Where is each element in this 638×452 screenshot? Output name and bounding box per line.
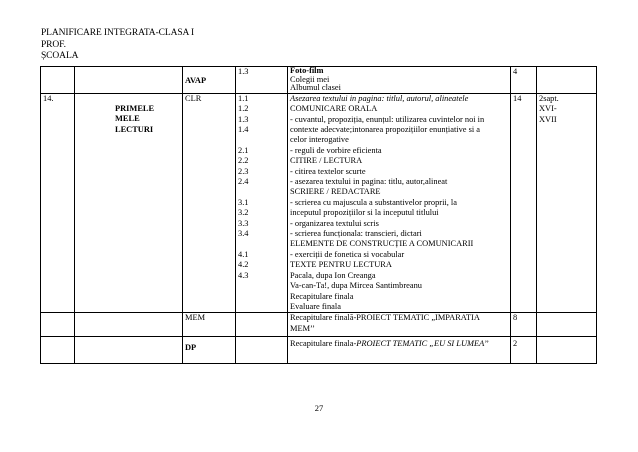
content-line: - asezarea textului in pagina: titlu, autor,alineat bbox=[290, 177, 448, 187]
cell-codes-empty bbox=[236, 313, 288, 337]
content-line: Va-can-Ta!, dupa Mircea Santimbreanu bbox=[290, 281, 422, 291]
cell-hours-clr: 14 bbox=[511, 93, 537, 313]
code-line: 1.3 bbox=[238, 114, 249, 124]
cell-codes-avap bbox=[236, 67, 288, 94]
code-line: 2.4 bbox=[238, 177, 249, 187]
cell-weeks-empty bbox=[537, 337, 597, 364]
content-line: - cuvantul, propoziția, enunțul: utilizarea cuvintelor noi in bbox=[290, 114, 485, 124]
content-line: Recapitulare finală-PROIECT TEMATIC „IMPARATIA bbox=[290, 313, 480, 323]
cell-content-clr bbox=[288, 93, 511, 313]
code-line: 1.2 bbox=[238, 104, 249, 114]
content-line: ELEMENTE DE CONSTRUCȚIE A COMUNICARII bbox=[290, 239, 474, 249]
page-number: 27 bbox=[314, 403, 324, 413]
unit-line: PRIMELE MELE bbox=[115, 103, 155, 124]
content-line: - scrierea funcționala: transcieri, dictari bbox=[290, 229, 422, 239]
content-line: inceputul propozițiilor si la inceputul titlului bbox=[290, 208, 439, 218]
header-title: PLANIFICARE INTEGRATA-CLASA I bbox=[41, 28, 195, 38]
content-line: contexte adecvate;intonarea propozițiilor enunțiative si a bbox=[290, 125, 480, 134]
cell-number-empty bbox=[41, 337, 75, 364]
cell-unit-empty bbox=[75, 67, 183, 94]
content-line: - reguli de vorbire eficienta bbox=[290, 145, 382, 155]
dp-text-prefix: Recapitulare finala- bbox=[290, 339, 357, 349]
cell-unit-title bbox=[75, 93, 183, 313]
code-line: 3.2 bbox=[238, 208, 249, 218]
code-line bbox=[238, 135, 285, 145]
cell-hours-avap: 4 bbox=[511, 67, 537, 94]
cell-area-avap: AVAP bbox=[183, 67, 236, 94]
content-line: Pacala, dupa Ion Creanga bbox=[290, 270, 376, 280]
document-header bbox=[41, 28, 194, 63]
cell-number-empty bbox=[41, 313, 75, 337]
code-line: 1.3 bbox=[238, 67, 249, 76]
content-line: Asezarea textului in pagina: titlul, autorul, alineatele bbox=[290, 93, 469, 103]
content-line bbox=[290, 339, 508, 349]
code-line: 3.4 bbox=[238, 229, 249, 239]
header-school: ȘCOALA bbox=[41, 51, 79, 61]
cell-hours-dp: 2 bbox=[511, 337, 537, 364]
content-line: MEM’’ bbox=[290, 323, 315, 333]
table-row-clr bbox=[41, 93, 597, 313]
cell-codes-clr bbox=[236, 93, 288, 313]
code-line: 4.3 bbox=[238, 270, 249, 280]
code-line: 4.1 bbox=[238, 249, 249, 259]
cell-weeks-clr bbox=[537, 93, 597, 313]
table-row-dp bbox=[41, 337, 597, 364]
content-line: celor interogative bbox=[290, 135, 349, 145]
content-line: Colegii mei bbox=[290, 74, 330, 84]
cell-content-avap bbox=[288, 67, 511, 94]
cell-weeks-empty bbox=[537, 67, 597, 94]
cell-area-mem: MEM bbox=[183, 313, 236, 337]
content-line: Recapitulare finala bbox=[290, 291, 354, 301]
unit-line: LECTURI bbox=[115, 124, 154, 134]
code-line bbox=[238, 187, 285, 197]
content-line: - organizarea textului scris bbox=[290, 218, 379, 228]
content-line: - citirea textelor scurte bbox=[290, 166, 366, 176]
code-line: 1.1 bbox=[238, 93, 249, 103]
code-line: 2.1 bbox=[238, 145, 249, 155]
code-line: 2.3 bbox=[238, 166, 249, 176]
table-row-mem bbox=[41, 313, 597, 337]
cell-codes-empty bbox=[236, 337, 288, 364]
code-line: 3.1 bbox=[238, 197, 249, 207]
cell-content-dp bbox=[288, 337, 511, 364]
cell-content-mem bbox=[288, 313, 511, 337]
cell-weeks-empty bbox=[537, 313, 597, 337]
weeks-line: XVI- bbox=[539, 104, 557, 114]
cell-area-dp: DP bbox=[183, 337, 236, 364]
content-line: SCRIERE / REDACTARE bbox=[290, 187, 381, 197]
cell-number-empty bbox=[41, 67, 75, 94]
cell-area-clr: CLR bbox=[183, 93, 236, 313]
content-line: CITIRE / LECTURA bbox=[290, 156, 363, 166]
content-line: - scrierea cu majuscula a substantivelor proprii, la bbox=[290, 197, 457, 207]
weeks-line: XVII bbox=[539, 114, 557, 124]
header-prof: PROF. bbox=[41, 39, 66, 50]
content-line: TEXTE PENTRU LECTURA bbox=[290, 260, 392, 270]
dp-project-title: PROIECT TEMATIC „EU SI LUMEA’’ bbox=[356, 339, 489, 349]
code-line: 4.2 bbox=[238, 260, 249, 270]
content-line: - exerciții de fonetica si vocabular bbox=[290, 249, 405, 259]
content-line: Albumul clasei bbox=[290, 83, 341, 93]
code-line: 1.4 bbox=[238, 125, 249, 134]
code-line bbox=[238, 239, 285, 249]
table-row-avap bbox=[41, 67, 597, 94]
cell-hours-mem: 8 bbox=[511, 313, 537, 337]
cell-unit-empty bbox=[75, 337, 183, 364]
code-line: 3.3 bbox=[238, 218, 249, 228]
cell-unit-empty bbox=[75, 313, 183, 337]
weeks-line: 2sapt. bbox=[539, 93, 559, 103]
content-line: Evaluare finala bbox=[290, 301, 341, 311]
planning-table bbox=[40, 66, 597, 364]
content-line: Foto-film bbox=[290, 66, 324, 75]
cell-number: 14. bbox=[41, 93, 75, 313]
content-line: COMUNICARE ORALA bbox=[290, 104, 378, 114]
code-line: 2.2 bbox=[238, 156, 249, 166]
